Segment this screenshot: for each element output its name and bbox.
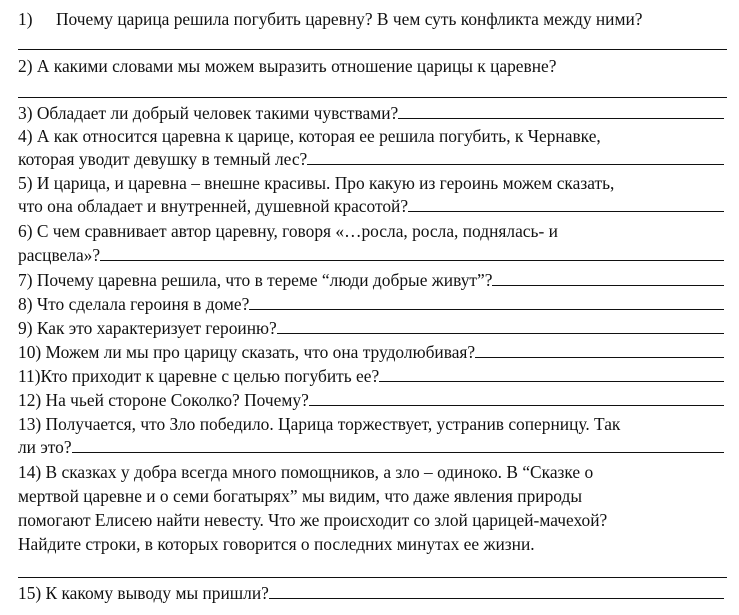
question-1 [18, 8, 643, 30]
question-text: С чем сравнивает автор царевну, говоря «…росла, росла, поднялась- и [36, 221, 558, 241]
answer-blank-7[interactable] [492, 270, 724, 286]
question-14-line-2 [18, 485, 582, 507]
question-6-line-2 [18, 244, 724, 266]
question-7 [18, 269, 724, 291]
question-text: помогают Елисею найти невесту. Что же происходит со злой царицей-мачехой? [18, 510, 608, 530]
question-5-line-2 [18, 195, 724, 217]
question-text: И царица, и царевна – внешне красивы. Про какую из героинь можем сказать, [36, 173, 615, 193]
question-text: Кто приходит к царевне с целью погубить ее? [40, 366, 380, 386]
question-number: 13) [18, 414, 42, 434]
question-12 [18, 389, 724, 411]
question-text: А как относится царевна к царице, которая ее решила погубить, к Чернавке, [36, 126, 601, 146]
question-10 [18, 341, 724, 363]
question-text: А какими словами мы можем выразить отношение царицы к царевне? [36, 56, 557, 76]
answer-line-14[interactable] [18, 577, 727, 578]
question-text: Почему царевна решила, что в тереме “люди добрые живут”? [36, 270, 493, 290]
answer-blank-4[interactable] [307, 149, 724, 165]
question-text: мертвой царевне и о семи богатырях” мы видим, что даже явления природы [18, 486, 583, 506]
question-text: ли это? [18, 437, 72, 457]
question-text: Получается, что Зло победило. Царица торжествует, устранив соперницу. Так [45, 414, 621, 434]
question-text: Найдите строки, в которых говорится о последних минутах ее жизни. [18, 534, 535, 554]
question-number: 11) [18, 366, 41, 386]
question-text: На чьей стороне Соколко? Почему? [45, 390, 309, 410]
question-8 [18, 293, 724, 315]
question-14-line-4 [18, 533, 535, 555]
question-text: В сказках у добра всегда много помощников, а зло – одиноко. В “Сказке о [45, 462, 594, 482]
question-number: 7) [18, 270, 33, 290]
question-9 [18, 317, 724, 339]
answer-line-2[interactable] [18, 97, 727, 98]
question-text: которая уводит девушку в темный лес? [18, 149, 308, 169]
question-2 [18, 55, 556, 77]
question-3 [18, 102, 724, 124]
answer-blank-9[interactable] [277, 318, 724, 334]
question-number: 8) [18, 294, 33, 314]
question-6-line-1 [18, 220, 558, 242]
answer-blank-15[interactable] [269, 583, 724, 599]
question-number: 5) [18, 173, 33, 193]
question-number: 6) [18, 221, 33, 241]
question-number: 14) [18, 462, 42, 482]
question-text: расцвела»? [18, 245, 101, 265]
question-15 [18, 582, 724, 604]
question-text: Как это характеризует героиню? [36, 318, 277, 338]
answer-blank-13[interactable] [72, 437, 724, 453]
question-text: Можем ли мы про царицу сказать, что она трудолюбивая? [45, 342, 476, 362]
question-number: 1) [18, 9, 33, 29]
answer-blank-11[interactable] [379, 366, 724, 382]
question-number: 2) [18, 56, 33, 76]
question-text: Что сделала героиня в доме? [36, 294, 250, 314]
answer-blank-3[interactable] [398, 103, 724, 119]
question-14-line-3 [18, 509, 607, 531]
answer-line-1[interactable] [18, 49, 727, 50]
question-4-line-2 [18, 148, 724, 170]
question-13-line-1 [18, 413, 620, 435]
question-number: 12) [18, 390, 42, 410]
question-text: что она обладает и внутренней, душевной красотой? [18, 196, 409, 216]
answer-blank-12[interactable] [309, 390, 724, 406]
question-text: К какому выводу мы пришли? [45, 583, 269, 603]
answer-blank-6[interactable] [100, 245, 724, 261]
question-14-line-1 [18, 461, 593, 483]
question-text: Почему царица решила погубить царевну? В чем суть конфликта между ними? [56, 9, 643, 29]
question-text: Обладает ли добрый человек такими чувствами? [36, 103, 399, 123]
question-number: 15) [18, 583, 42, 603]
question-number: 10) [18, 342, 42, 362]
answer-blank-10[interactable] [475, 342, 724, 358]
question-number: 4) [18, 126, 33, 146]
question-5-line-1 [18, 172, 614, 194]
question-number: 3) [18, 103, 33, 123]
answer-blank-5[interactable] [408, 196, 724, 212]
question-4-line-1 [18, 125, 601, 147]
question-number: 9) [18, 318, 33, 338]
question-13-line-2 [18, 436, 724, 458]
answer-blank-8[interactable] [249, 294, 724, 310]
question-11 [18, 365, 724, 387]
